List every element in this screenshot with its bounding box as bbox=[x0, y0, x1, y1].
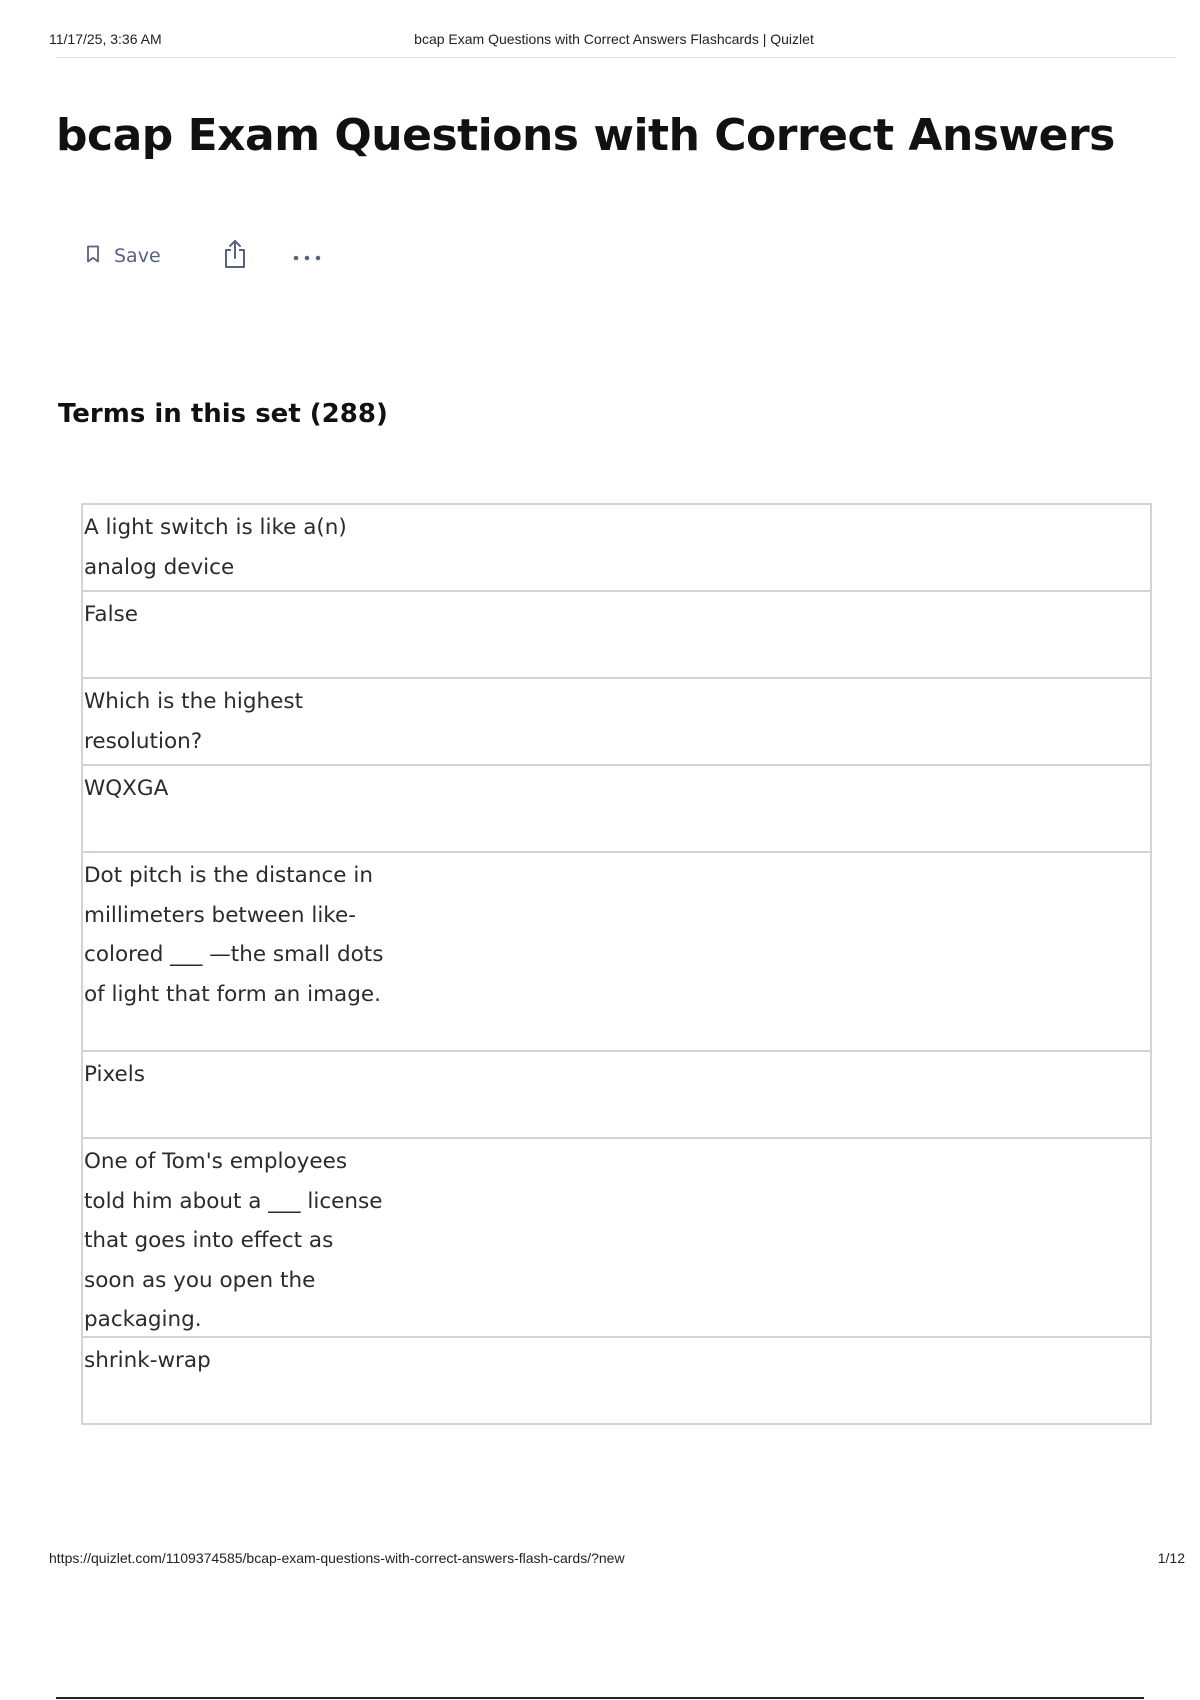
term-text: Dot pitch is the distance in millimeters between like-colored ___ —the small dots of light that form an image. bbox=[84, 863, 384, 1007]
definition-text: Pixels bbox=[84, 1062, 145, 1087]
bookmark-icon bbox=[86, 245, 100, 268]
term-cell bbox=[81, 503, 1152, 592]
definition-cell bbox=[81, 1336, 1152, 1425]
page-url: https://quizlet.com/1109374585/bcap-exam-questions-with-correct-answers-flash-cards/?new bbox=[49, 1550, 625, 1566]
term-text: Which is the highest resolution? bbox=[84, 689, 303, 754]
print-doc-title: bcap Exam Questions with Correct Answers Flashcards | Quizlet bbox=[414, 31, 814, 47]
term-cell bbox=[81, 1137, 1152, 1338]
definition-text: WQXGA bbox=[84, 776, 169, 801]
definition-text: False bbox=[84, 602, 138, 627]
set-title: bcap Exam Questions with Correct Answers bbox=[56, 110, 1115, 161]
save-label: Save bbox=[114, 245, 161, 267]
definition-cell bbox=[81, 764, 1152, 853]
print-date: 11/17/25, 3:36 AM bbox=[49, 31, 162, 47]
more-options-icon bbox=[292, 245, 322, 267]
bottom-divider bbox=[56, 1697, 1144, 1699]
term-text: One of Tom's employees told him about a ___ license that goes into effect as soon as you open the packaging. bbox=[84, 1149, 383, 1332]
share-icon bbox=[222, 239, 248, 274]
term-cell bbox=[81, 851, 1152, 1052]
page-number: 1/12 bbox=[1157, 1550, 1185, 1566]
more-options-button[interactable] bbox=[292, 240, 322, 272]
term-cell bbox=[81, 677, 1152, 766]
terms-heading: Terms in this set (288) bbox=[58, 399, 388, 429]
share-button[interactable] bbox=[222, 240, 248, 272]
definition-text: shrink-wrap bbox=[84, 1348, 211, 1373]
print-footer bbox=[49, 1550, 1185, 1570]
print-header bbox=[49, 31, 1179, 51]
terms-table bbox=[81, 503, 1152, 1425]
term-text: A light switch is like a(n) analog device bbox=[84, 515, 347, 580]
save-button[interactable] bbox=[86, 240, 161, 272]
header-divider bbox=[56, 57, 1176, 58]
definition-cell bbox=[81, 1050, 1152, 1139]
definition-cell bbox=[81, 590, 1152, 679]
